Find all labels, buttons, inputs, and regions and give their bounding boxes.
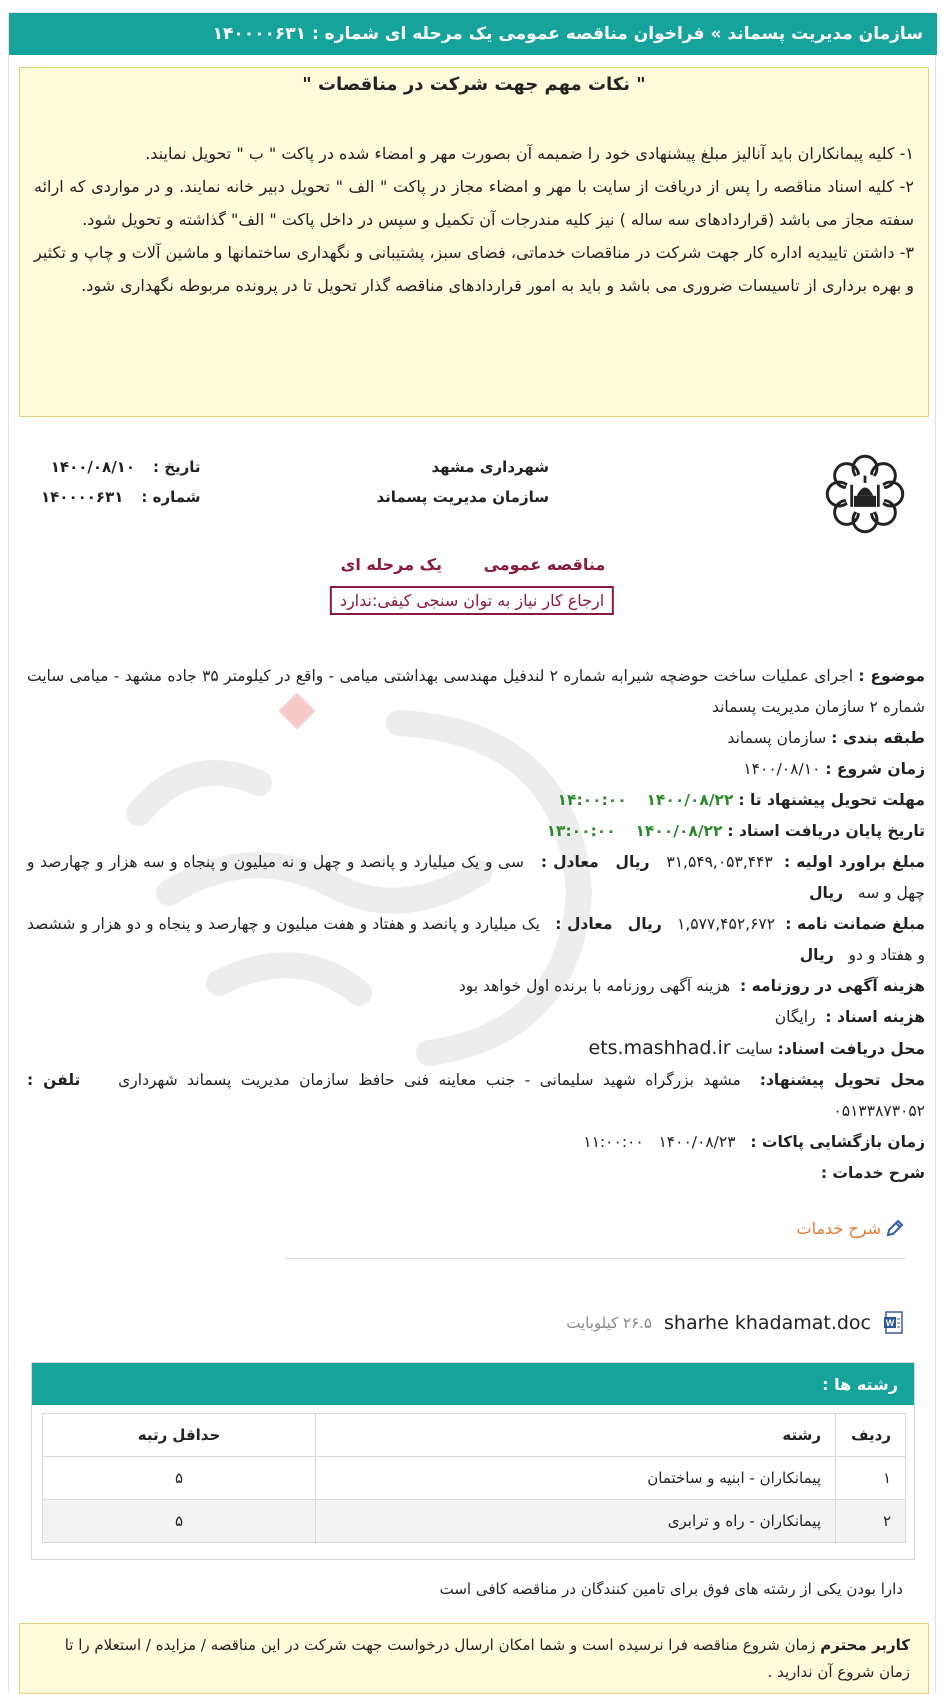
org-subname: سازمان مدیریت پسماند: [376, 488, 549, 506]
phone-label: تلفن :: [27, 1071, 81, 1089]
date-label: تاریخ :: [152, 458, 201, 476]
tender-header: [19, 438, 929, 548]
notice-body: [34, 137, 914, 302]
svg-text:W: W: [885, 1318, 895, 1328]
notice-item: ۱- کلیه پیمانکاران باید آنالیز مبلغ پیشنهادی خود را ضمیمه آن بصورت مهر و امضاء شده در پاکت " ب " تحویل نمایند.: [145, 144, 914, 163]
organization-block: [377, 452, 550, 512]
services-label: شرح خدمات :: [820, 1164, 925, 1182]
min-grade: ۵: [43, 1500, 316, 1543]
notice-item: ۳- داشتن تاییدیه اداره کار جهت شرکت در مناقصات خدماتی، فضای سبز، پشتیبانی و نگهداری ساختمانها و ماشین آلات و چاپ و تکثیر و بهره برداری از تاسیسات ضروری می باشد و باید به امور قراردادهای مناقصه گذار تحویل تا در پرونده مربوطه نگهداری شود.: [34, 243, 914, 295]
fields-table: [42, 1413, 906, 1543]
subject-row: [27, 661, 925, 723]
guarantee-currency: ریال: [627, 915, 662, 933]
ad-cost-label: هزینه آگهی در روزنامه :: [740, 977, 925, 995]
opening-time: ۱۱:۰۰:۰۰: [583, 1133, 644, 1151]
mashhad-municipality-logo-icon: [819, 448, 911, 540]
guarantee-words-currency: ریال: [799, 946, 834, 964]
estimate-value: ۳۱,۵۴۹,۰۵۳,۴۴۳: [666, 853, 773, 871]
quality-assessment-badge: ارجاع کار نیاز به توان سنجی کیفی:ندارد: [330, 586, 614, 615]
notice-title: " نکات مهم جهت شرکت در مناقصات ": [302, 74, 646, 95]
doc-place-label: محل دریافت اسناد:: [777, 1040, 925, 1058]
guarantee-words: یک میلیارد و پانصد و هفتاد و هفت میلیون و چهارصد و پنجاه و دو هزار و ششصد و هفتاد و دو: [27, 915, 925, 964]
table-row: [43, 1500, 906, 1543]
phone-value: ۰۵۱۳۳۸۷۳۰۵۲: [833, 1102, 925, 1120]
tender-type-public: مناقصه عمومی: [483, 555, 606, 574]
services-link-label: شرح خدمات: [796, 1218, 881, 1238]
services-description-link[interactable]: [797, 1218, 905, 1238]
doc-end-row: [27, 816, 925, 847]
attachment-file-name[interactable]: sharhe khadamat.doc: [664, 1312, 871, 1334]
start-value: ۱۴۰۰/۰۸/۱۰: [743, 760, 821, 778]
doc-cost-row: [27, 1002, 925, 1033]
word-doc-icon: [883, 1311, 905, 1335]
doc-cost-label: هزینه اسناد :: [825, 1008, 925, 1026]
row-number: ۲: [836, 1500, 906, 1543]
category-label: طبقه بندی :: [831, 729, 925, 747]
col-row-number: ردیف: [836, 1414, 906, 1457]
date-value: ۱۴۰۰/۰۸/۱۰: [50, 458, 135, 476]
page-container: [8, 12, 936, 1693]
field-name: پیمانکاران - راه و ترابری: [316, 1500, 836, 1543]
subject-label: موضوع :: [858, 667, 926, 685]
min-grade: ۵: [43, 1457, 316, 1500]
doc-end-time: ۱۳:۰۰:۰۰: [546, 822, 616, 840]
sufficient-note: دارا بودن یکی از رشته های فوق برای تامین کنندگان در مناقصه کافی است: [439, 1580, 903, 1598]
tender-type: [9, 555, 937, 574]
services-row: [27, 1158, 925, 1189]
guarantee-value: ۱,۵۷۷,۴۵۲,۶۷۲: [677, 915, 776, 933]
fields-panel: [31, 1362, 915, 1560]
subject-value: اجرای عملیات ساخت حوضچه شیرابه شماره ۲ لندفیل مهندسی بهداشتی میامی - واقع در کیلومتر ۳۵ جاده مشهد - میامی سایت شماره ۲ سازمان مدیریت پسماند: [27, 667, 925, 716]
deadline-date: ۱۴۰۰/۰۸/۲۲: [646, 791, 734, 809]
page-title: فراخوان مناقصه عمومی یک مرحله ای شماره : ۱۴۰۰۰۰۶۳۱: [212, 24, 705, 44]
guarantee-label: مبلغ ضمانت نامه :: [785, 915, 925, 933]
number-row: [41, 482, 201, 512]
breadcrumb-separator: »: [710, 24, 722, 44]
doc-cost-value: رایگان: [774, 1008, 816, 1026]
table-header-row: [43, 1414, 906, 1457]
opening-label: زمان بازگشایی پاکات :: [750, 1133, 925, 1151]
doc-end-date: ۱۴۰۰/۰۸/۲۲: [635, 822, 723, 840]
col-field: رشته: [316, 1414, 836, 1457]
doc-end-label: تاریخ پایان دریافت اسناد :: [727, 822, 925, 840]
date-row: [41, 452, 201, 482]
estimate-equal-label: معادل :: [540, 853, 599, 871]
breadcrumb-org[interactable]: سازمان مدیریت پسماند: [727, 24, 923, 44]
attachment-file-size: [566, 1314, 652, 1332]
ad-cost-row: [27, 971, 925, 1002]
notice-item: ۲- کلیه اسناد مناقصه را پس از دریافت از سایت با مهر و امضاء مجاز در پاکت " الف " تحویل دبیر خانه نمایند. و در مواردی که ارائه سفته مجاز می باشد (قراردادهای سه ساله ) نیز کلیه مندرجات آن تکمیل و سپس در داخل پاکت " الف" گذاشته و تحویل شود.: [34, 177, 914, 229]
number-value: ۱۴۰۰۰۰۶۳۱: [41, 488, 124, 506]
deadline-time: ۱۴:۰۰:۰۰: [557, 791, 627, 809]
delivery-value: مشهد بزرگراه شهید سلیمانی - جنب معاینه فنی حافظ سازمان مدیریت پسماند شهرداری: [118, 1071, 741, 1089]
warning-text: زمان شروع مناقصه فرا نرسیده است و شما امکان ارسال درخواست جهت شرکت در این مناقصه / مزایده / استعلام را تا زمان شروع آن ندارید .: [64, 1636, 910, 1681]
file-size-unit: کیلوبایت: [566, 1314, 619, 1332]
col-min-grade: حداقل رتبه: [43, 1414, 316, 1457]
divider: [285, 1258, 905, 1259]
doc-place-site-link[interactable]: ets.mashhad.ir: [588, 1037, 731, 1059]
estimate-row: [27, 847, 925, 909]
delivery-label: محل تحویل پیشنهاد:: [759, 1071, 925, 1089]
category-row: [27, 723, 925, 754]
start-row: [27, 754, 925, 785]
ad-cost-value: هزینه آگهی روزنامه با برنده اول خواهد بود: [458, 977, 731, 995]
file-size-value: ۲۶.۵: [623, 1314, 652, 1332]
category-value: سازمان پسماند: [727, 729, 827, 747]
guarantee-equal-label: معادل :: [555, 915, 613, 933]
opening-date: ۱۴۰۰/۰۸/۲۳: [658, 1133, 736, 1151]
estimate-words-currency: ریال: [809, 884, 844, 902]
guarantee-row: [27, 909, 925, 971]
opening-row: [27, 1127, 925, 1158]
tender-details: [27, 661, 925, 1189]
deadline-row: [27, 785, 925, 816]
edit-icon: [885, 1218, 905, 1238]
fields-title: رشته ها :: [32, 1363, 914, 1405]
estimate-currency: ریال: [615, 853, 650, 871]
estimate-words: سی و یک میلیارد و پانصد و چهل و نه میلیون و پنجاه و سه هزار و چهارصد و چهل و سه: [27, 853, 925, 902]
deadline-label: مهلت تحویل پیشنهاد تا :: [738, 791, 925, 809]
attachment-file[interactable]: [566, 1311, 905, 1335]
row-number: ۱: [836, 1457, 906, 1500]
delivery-row: [27, 1065, 925, 1127]
start-time-warning: [19, 1623, 929, 1694]
number-label: شماره :: [141, 488, 201, 506]
breadcrumb: [9, 13, 937, 55]
table-row: [43, 1457, 906, 1500]
tender-meta: [41, 452, 201, 512]
org-name: شهرداری مشهد: [431, 458, 549, 476]
tender-type-stage: یک مرحله ای: [340, 555, 442, 574]
warning-bold: کاربر محترم: [820, 1636, 910, 1654]
doc-place-prefix: سایت: [735, 1040, 773, 1058]
doc-place-row: [27, 1033, 925, 1065]
field-name: پیمانکاران - ابنیه و ساختمان: [316, 1457, 836, 1500]
start-label: زمان شروع :: [825, 760, 925, 778]
important-notes-box: [19, 67, 929, 417]
estimate-label: مبلغ براورد اولیه :: [783, 853, 926, 871]
